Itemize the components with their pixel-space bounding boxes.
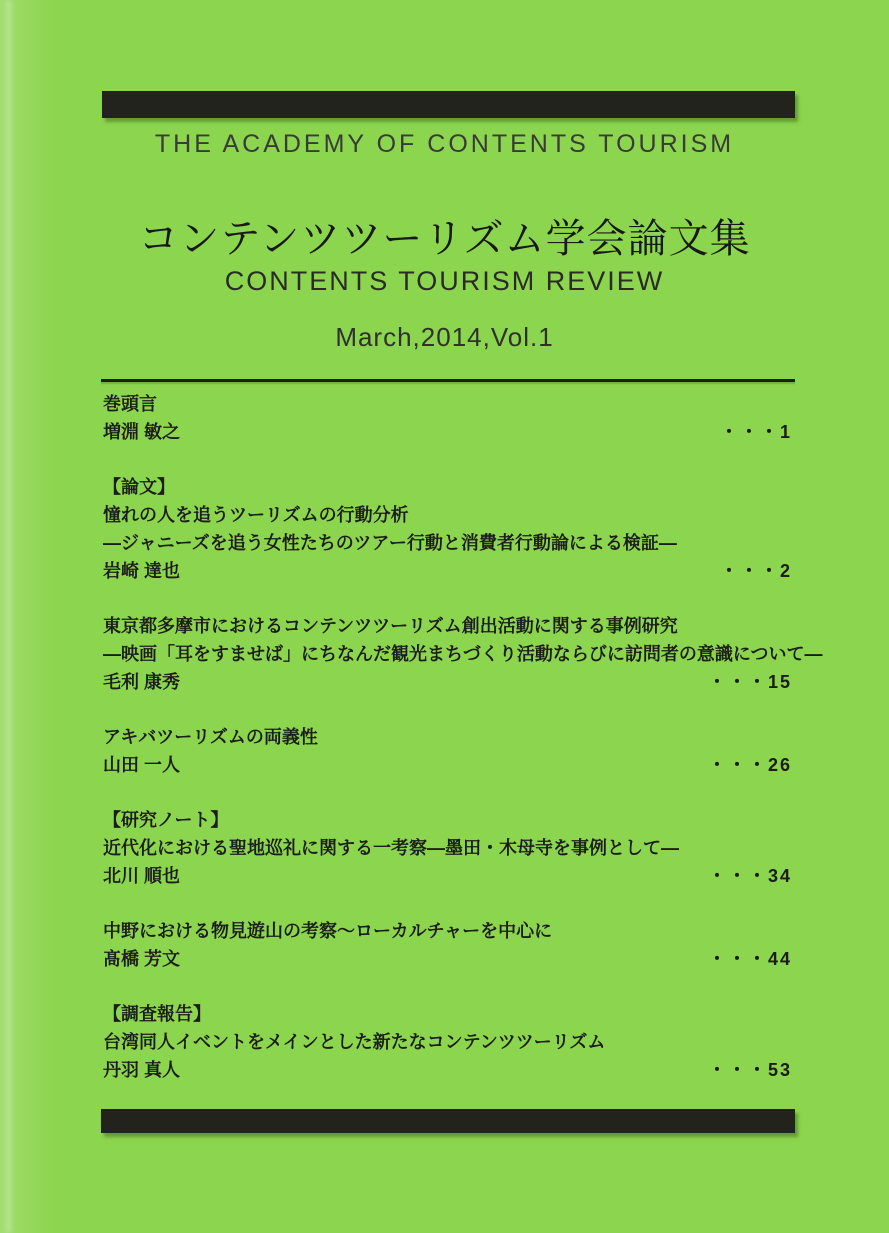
toc-author: 丹羽 真人 [103, 1060, 181, 1080]
top-rule-bar [102, 91, 795, 118]
toc-entry [103, 917, 792, 973]
journal-title-japanese: コンテンツツーリズム学会論文集 [138, 216, 751, 262]
toc-author: 毛利 康秀 [103, 672, 181, 692]
toc-entry [103, 806, 792, 890]
toc-subtitle-line: ―映画「耳をすませば」にちなんだ観光まちづくり活動ならびに訪問者の意識について― [103, 644, 823, 664]
toc-page-number: ・・・2 [719, 561, 792, 581]
issue-date-volume: March,2014,Vol.1 [335, 322, 554, 352]
toc-title-line: 巻頭言 [103, 394, 157, 414]
toc-author-row [103, 862, 792, 890]
toc-author-row [103, 418, 792, 446]
toc-author: 髙橋 芳文 [103, 949, 181, 969]
toc-author-row [103, 751, 792, 779]
toc-title-line: アキバツーリズムの両義性 [103, 727, 318, 747]
toc-title-line: 近代化における聖地巡礼に関する一考察―墨田・木母寺を事例として― [103, 838, 679, 858]
left-edge-scan-highlight [0, 0, 58, 1233]
toc-title-line: 憧れの人を追うツーリズムの行動分析 [103, 505, 409, 525]
toc-title-line: 東京都多摩市におけるコンテンツツーリズム創出活動に関する事例研究 [103, 616, 678, 636]
toc-author: 山田 一人 [103, 755, 181, 775]
toc-author-row [103, 1056, 792, 1084]
toc-entry [103, 1000, 792, 1084]
toc-page-number: ・・・15 [707, 672, 792, 692]
toc-page-number: ・・・34 [707, 866, 792, 886]
toc-section-heading: 【論文】 [103, 477, 175, 497]
toc-author-row [103, 557, 792, 585]
toc-author: 増淵 敏之 [103, 422, 181, 442]
toc-subtitle-line: ―ジャニーズを追う女性たちのツアー行動と消費者行動論による検証― [103, 533, 677, 553]
toc-divider-rule [101, 379, 795, 382]
toc-author-row [103, 668, 792, 696]
toc-section-heading: 【研究ノート】 [103, 810, 229, 830]
left-edge-crease [5, 0, 12, 1233]
toc-page-number: ・・・1 [719, 422, 792, 442]
toc-entry [103, 390, 792, 446]
toc-section-heading: 【調査報告】 [103, 1004, 211, 1024]
journal-title-english: CONTENTS TOURISM REVIEW [224, 266, 665, 296]
toc-entry [103, 612, 823, 696]
toc-page-number: ・・・44 [707, 949, 792, 969]
toc-page-number: ・・・26 [707, 755, 792, 775]
toc-author: 岩崎 達也 [103, 561, 181, 581]
toc-author: 北川 順也 [103, 866, 181, 886]
bottom-rule-bar [101, 1109, 795, 1133]
toc-entry [103, 473, 792, 585]
toc-author-row [103, 945, 792, 973]
table-of-contents [103, 390, 823, 1111]
academy-name: THE ACADEMY OF CONTENTS TOURISM [154, 130, 735, 158]
toc-page-number: ・・・53 [707, 1060, 792, 1080]
toc-entry [103, 723, 792, 779]
toc-title-line: 中野における物見遊山の考察～ローカルチャーを中心に [103, 921, 553, 941]
toc-title-line: 台湾同人イベントをメインとした新たなコンテンツツーリズム [103, 1032, 606, 1052]
